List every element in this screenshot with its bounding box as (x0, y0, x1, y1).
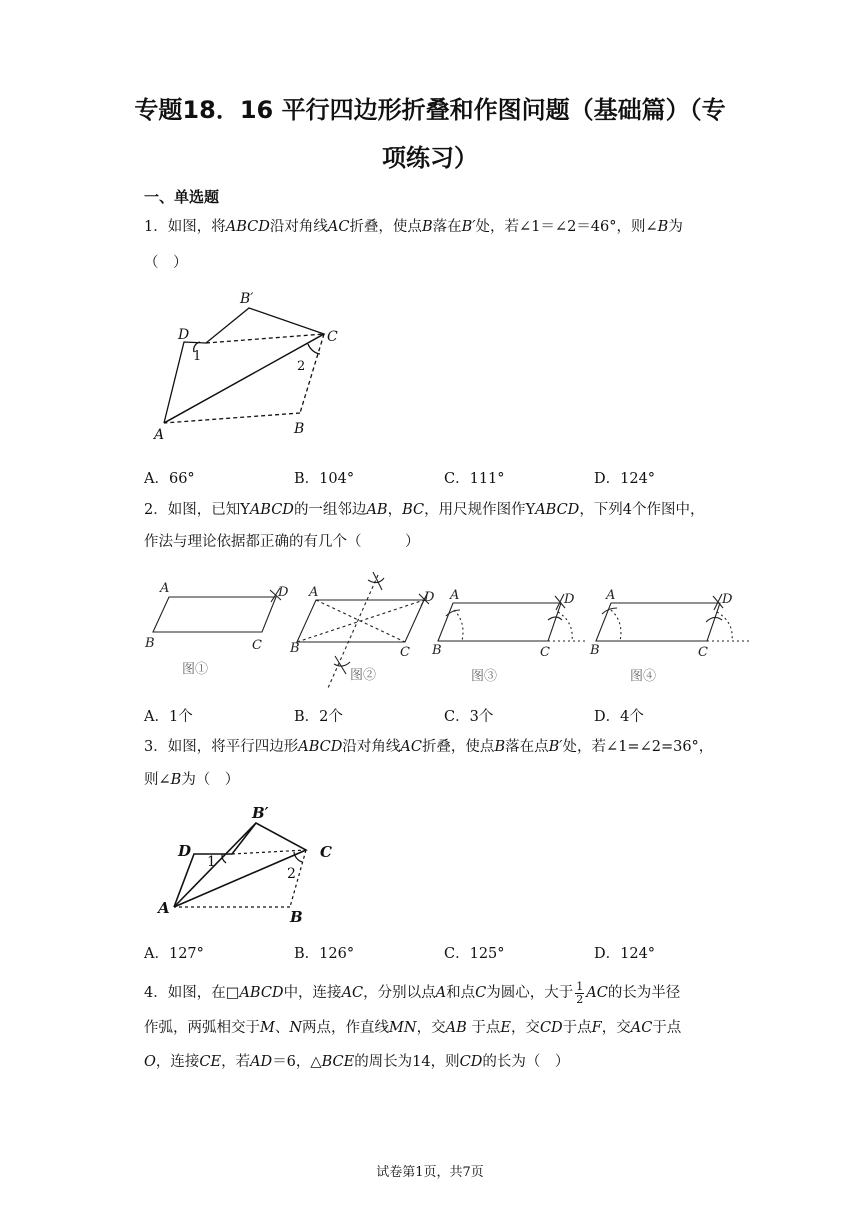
question-4-text-line2: 作弧，两弧相交于M、N两点，作直线MN，交AB 于点E，交CD于点F，交AC于点 (144, 1020, 682, 1036)
fig1-label-C: C (252, 638, 262, 653)
fig1-label-A: A (160, 581, 170, 596)
fig1-label-D: D (278, 585, 289, 600)
fig4-label-B: B (590, 643, 600, 658)
label-angle-2: 2 (297, 359, 306, 374)
angle-2-arc (308, 344, 320, 354)
q2-option-a[interactable]: A．1个 (144, 709, 193, 725)
question-3-text-line2: 则∠B为（ ） (144, 772, 240, 788)
label-C: C (320, 843, 332, 861)
label-B: B (290, 908, 303, 926)
fig2-arc-bottom (334, 656, 350, 674)
fig2-caption: 图② (350, 668, 377, 683)
question-4-text-line3: O，连接CE，若AD＝6，△BCE的周长为14，则CD的长为（ ） (144, 1054, 570, 1070)
fig2-diagonal-bd (297, 600, 424, 642)
label-angle-2: 2 (287, 866, 296, 882)
label-C: C (327, 329, 338, 345)
label-B: B (294, 421, 305, 437)
q3-option-d[interactable]: D．124° (594, 946, 656, 962)
fig1-label-B: B (145, 636, 155, 651)
fig2-label-D: D (424, 590, 435, 605)
fig4-dotted-c (717, 612, 732, 641)
label-Bprime: B′ (240, 291, 254, 307)
fig1-parallelogram (153, 597, 276, 632)
fig4-caption: 图④ (630, 669, 657, 684)
page-title: 专题18．16 平行四边形折叠和作图问题（基础篇）（专 (134, 96, 726, 124)
fig4-parallelogram (596, 603, 720, 641)
page-footer: 试卷第1页，共7页 (376, 1165, 484, 1180)
label-angle-1: 1 (193, 349, 202, 364)
fig3-dotted-c (558, 612, 572, 641)
q2-option-c[interactable]: C．3个 (444, 709, 494, 725)
fig4-label-C: C (698, 645, 708, 660)
label-D: D (178, 842, 192, 860)
q1-option-a[interactable]: A．66° (144, 471, 195, 487)
q3-option-c[interactable]: C．125° (444, 946, 505, 962)
question-3-text: 3．如图，将平行四边形ABCD沿对角线AC折叠，使点B落在点B′处，若∠1=∠2=36°， (144, 739, 714, 755)
q3-option-a[interactable]: A．127° (144, 946, 204, 962)
fold-outline (174, 823, 306, 907)
question-4-text: 4．如图，在□ABCD中，连接AC，分别以点A和点C为圆心，大于 $\frac{1}{2}$ AC的长为半径 (144, 980, 681, 1006)
q1-option-d[interactable]: D．124° (594, 471, 656, 487)
fig3-label-B: B (432, 643, 442, 658)
label-angle-1: 1 (207, 854, 216, 870)
label-D: D (178, 327, 190, 343)
fig2-label-C: C (400, 645, 410, 660)
question-2-text: 2．如图，已知YABCD的一组邻边AB，BC，用尺规作图作YABCD，下列4个作图中， (144, 502, 705, 518)
fig4-dotted-a (611, 610, 621, 641)
fig2-arc-top (368, 572, 384, 590)
q3-option-b[interactable]: B．126° (294, 946, 355, 962)
question-3-figure (154, 800, 354, 930)
fig4-label-A: A (606, 588, 616, 603)
fig3-label-C: C (540, 645, 550, 660)
label-Bprime: B′ (252, 804, 269, 822)
diagonal-ac (164, 334, 324, 423)
label-A: A (154, 427, 165, 443)
fig3-dotted-a (454, 610, 463, 641)
fig3-caption: 图③ (471, 669, 498, 684)
fig3-parallelogram (438, 603, 561, 641)
fig3-label-D: D (564, 592, 575, 607)
fig4-label-D: D (722, 592, 733, 607)
question-1-text: 1．如图，将ABCD沿对角线AC折叠，使点B落在B′处，若∠1＝∠2＝46°，则∠B为 (144, 219, 683, 235)
question-1-answer-blank: （ ） (144, 255, 188, 271)
q2-option-b[interactable]: B．2个 (294, 709, 343, 725)
fig2-label-B: B (290, 641, 300, 656)
fig2-label-A: A (309, 585, 319, 600)
section-heading: 一、单选题 (144, 188, 220, 206)
dashed-ba (164, 413, 300, 423)
question-2-figures (140, 570, 760, 692)
q2-option-d[interactable]: D．4个 (594, 709, 644, 725)
q1-option-b[interactable]: B．104° (294, 471, 355, 487)
fig4-arc-a (602, 608, 617, 614)
dashed-dc (232, 850, 306, 854)
label-A: A (158, 899, 170, 917)
question-1-figure (144, 286, 364, 446)
fig1-caption: 图① (182, 662, 209, 677)
fig3-label-A: A (450, 588, 460, 603)
q1-option-c[interactable]: C．111° (444, 471, 505, 487)
question-2-text-line2: 作法与理论依据都正确的有几个（ ） (144, 534, 420, 550)
dashed-dc (206, 334, 324, 343)
fraction-one-half: $\frac{1}{2}$ (576, 980, 584, 1006)
page-title-continued: 项练习） (382, 144, 478, 172)
